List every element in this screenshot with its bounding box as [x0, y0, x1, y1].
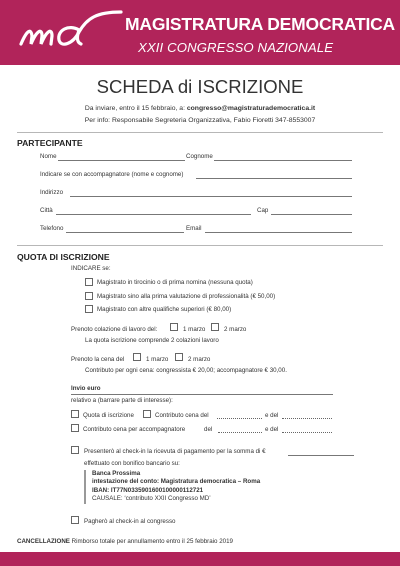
- bank-account-holder: intestazione del conto: Magistratura democratica – Roma: [92, 478, 261, 486]
- invio-euro-field[interactable]: [71, 394, 333, 395]
- cancellation-label: CANCELLAZIONE: [17, 538, 70, 545]
- quota-iscrizione-checkbox[interactable]: [71, 410, 79, 418]
- breakfast-note: La quota iscrizione comprende 2 colazioni lavoro: [85, 337, 219, 344]
- send-instructions: [0, 105, 400, 112]
- accompagnatore-date1-field[interactable]: [218, 432, 262, 433]
- bank-iban: IBAN: IT77N0335901600100000112721: [92, 486, 204, 494]
- quota-iscrizione-label: Quota di iscrizione: [83, 412, 134, 419]
- invio-euro-label: Invio euro: [71, 385, 101, 392]
- telefono-label: Telefono: [40, 225, 64, 232]
- form-title: SCHEDA di ISCRIZIONE: [96, 76, 304, 97]
- congress-email-link[interactable]: congresso@magistraturademocratica.it: [186, 105, 316, 112]
- pay-at-checkin-label: Pagherò al check-in al congresso: [84, 518, 176, 525]
- contributo-accompagnatore-checkbox[interactable]: [71, 424, 79, 432]
- citta-field[interactable]: [56, 214, 251, 215]
- bank-details: [84, 470, 260, 504]
- option-tirocinio-label: Magistrato in tirocinio o di prima nomina (nessuna quota): [97, 279, 253, 286]
- contact-info: Per info: Responsabile Segreteria Organizzativa, Fabio Fioretti 347-8553007: [84, 117, 316, 124]
- contributo-cena-label: Contributo cena del: [155, 412, 209, 419]
- contributo-cena-checkbox[interactable]: [143, 410, 151, 418]
- send-instructions-text: Da inviare, entro il 15 febbraio, a:: [84, 105, 187, 112]
- contributo-cena-date2-field[interactable]: [282, 418, 332, 419]
- dinner-day2-label: 2 marzo: [188, 356, 211, 363]
- checkin-amount-field[interactable]: [288, 455, 354, 456]
- header-banner: [0, 0, 400, 65]
- cancellation-text: Rimborso totale per annullamento entro il 25 febbraio 2019: [69, 538, 233, 545]
- breakfast-day2-label: 2 marzo: [224, 326, 247, 333]
- indirizzo-label: Indirizzo: [40, 189, 64, 196]
- option-tirocinio-checkbox[interactable]: [85, 278, 93, 286]
- divider: [17, 245, 383, 246]
- citta-label: Città: [40, 207, 53, 214]
- bank-name: Banca Prossima: [92, 470, 141, 477]
- organization-title: MAGISTRATURA DEMOCRATICA: [125, 14, 395, 34]
- dinner-day1-checkbox[interactable]: [133, 353, 141, 361]
- divider: [17, 132, 383, 133]
- nome-field[interactable]: [58, 160, 185, 161]
- e-del-label: e del: [265, 412, 279, 419]
- cap-field[interactable]: [271, 214, 352, 215]
- cognome-field[interactable]: [214, 160, 352, 161]
- footer-band: [0, 552, 400, 566]
- dinner-day2-checkbox[interactable]: [175, 353, 183, 361]
- contributo-accompagnatore-label: Contributo cena per accompagnatore: [83, 426, 186, 433]
- accompagnatore-date2-field[interactable]: [282, 432, 332, 433]
- indicate-label: INDICARE se:: [71, 265, 111, 272]
- breakfast-day1-label: 1 marzo: [183, 326, 206, 333]
- dinner-day1-label: 1 marzo: [146, 356, 169, 363]
- bank-causale: CAUSALE: ‘contributo XXII Congresso MD’: [92, 495, 211, 503]
- dinner-note: Contributo per ogni cena: congressista € 20,00; accompagnatore € 30,00.: [85, 367, 287, 374]
- option-prima-valutazione-label: Magistrato sino alla prima valutazione di professionalità (€ 50,00): [97, 293, 276, 300]
- pay-at-checkin-checkbox[interactable]: [71, 516, 79, 524]
- accompagnatore-label: Indicare se con accompagnatore (nome e cognome): [40, 171, 184, 178]
- email-label: Email: [186, 225, 202, 232]
- cancellation-note: [17, 538, 233, 545]
- breakfast-label: Prenoto colazione di lavoro del:: [71, 326, 158, 333]
- congress-subtitle: XXII CONGRESSO NAZIONALE: [138, 40, 334, 55]
- cognome-label: Cognome: [186, 153, 213, 160]
- dinner-label: Prenoto la cena del: [71, 356, 125, 363]
- option-qualifiche-superiori-label: Magistrato con altre qualifiche superiori (€ 80,00): [97, 306, 232, 313]
- md-logo: [17, 6, 137, 56]
- email-field[interactable]: [205, 232, 352, 233]
- checkin-ricevuta-label: Presenterò al check-in la ricevuta di pagamento per la somma di €: [84, 448, 266, 455]
- telefono-field[interactable]: [66, 232, 184, 233]
- option-qualifiche-superiori-checkbox[interactable]: [85, 305, 93, 313]
- fee-heading: QUOTA DI ISCRIZIONE: [17, 252, 110, 262]
- checkin-ricevuta-checkbox[interactable]: [71, 446, 79, 454]
- cap-label: Cap: [257, 207, 269, 214]
- breakfast-day1-checkbox[interactable]: [170, 323, 178, 331]
- indirizzo-field[interactable]: [70, 196, 352, 197]
- participant-heading: PARTECIPANTE: [17, 138, 83, 148]
- e-del-label-2: e del: [265, 426, 279, 433]
- bonifico-label: effettuato con bonifico bancario su:: [84, 460, 180, 467]
- contributo-cena-date1-field[interactable]: [217, 418, 262, 419]
- breakfast-day2-checkbox[interactable]: [211, 323, 219, 331]
- option-prima-valutazione-checkbox[interactable]: [85, 292, 93, 300]
- nome-label: Nome: [40, 153, 57, 160]
- del-label: del: [204, 426, 213, 433]
- accompagnatore-field[interactable]: [196, 178, 352, 179]
- relativo-label: relativo a (barrare parte di interesse):: [71, 397, 173, 404]
